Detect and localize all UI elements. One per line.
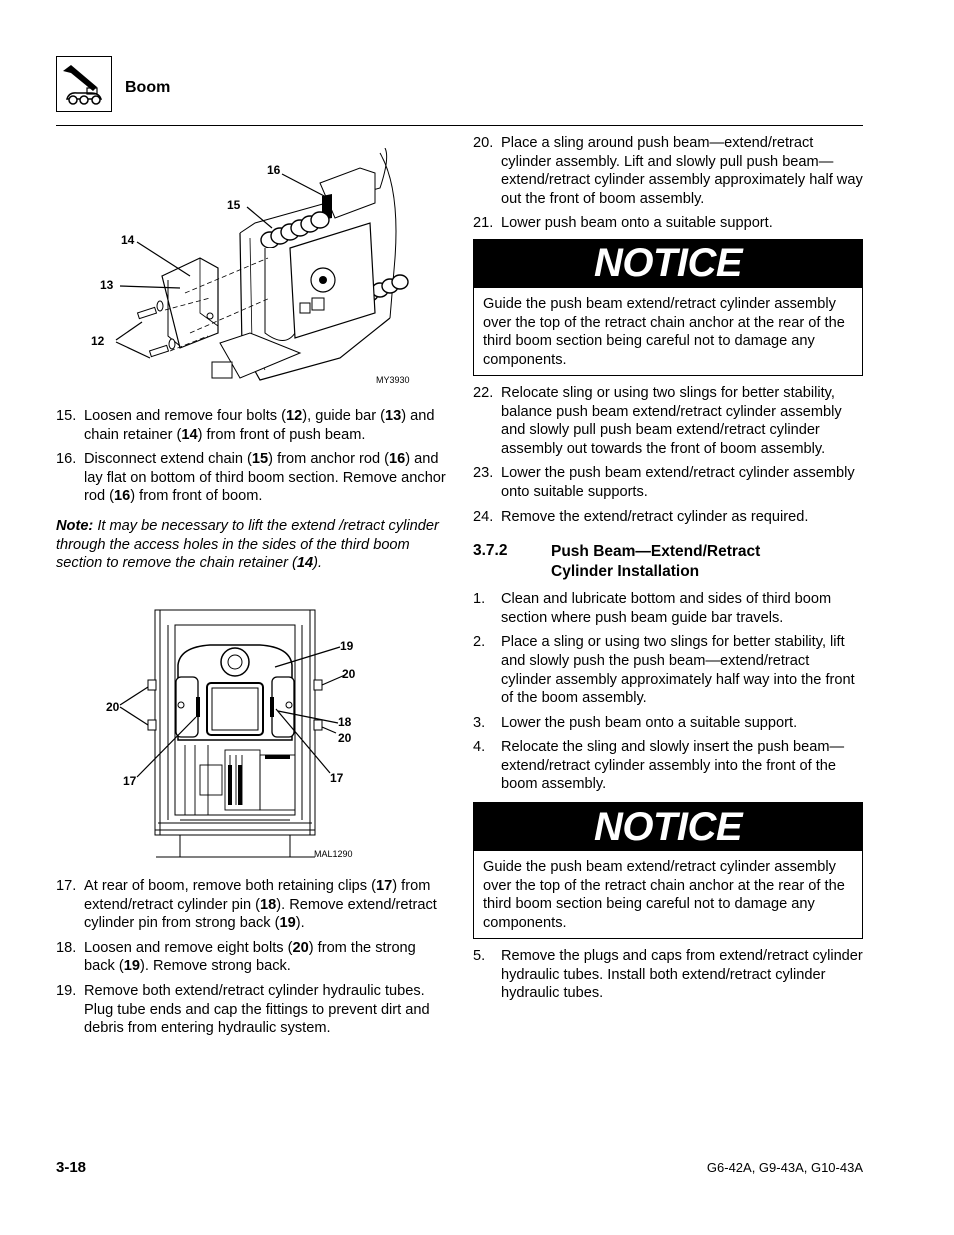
step-text: Remove the plugs and caps from extend/retract cylinder hydraulic tubes. Install both extend/retract cylinder hydraulic tubes. — [501, 948, 863, 1002]
callout-13: 13 — [100, 278, 114, 292]
step-text: Relocate the sling and slowly insert the push beam—extend/retract cylinder assembly into the front of the boom assembly. — [501, 739, 845, 793]
left-steps-group-2 — [56, 877, 446, 1044]
step-number: 5. — [473, 948, 486, 965]
step-text: ). — [295, 915, 305, 932]
step-item — [473, 384, 863, 458]
callout-18: 18 — [338, 715, 352, 729]
left-steps-group-1 — [56, 407, 446, 512]
step-text: Disconnect extend chain ( — [84, 451, 252, 468]
step-item — [473, 714, 863, 733]
step-number: 15. — [56, 408, 77, 424]
step-number: 1. — [473, 591, 486, 608]
notice-heading: NOTICE — [474, 240, 862, 288]
notice-box-2 — [473, 802, 863, 939]
callout-20-left: 20 — [106, 700, 120, 714]
step-item — [473, 633, 863, 707]
section-number: 3.7.2 — [473, 542, 508, 560]
note-text: It may be necessary to lift the extend /retract cylinder through the access holes in the sides of the third boom section to remove the chain retainer ( — [56, 518, 439, 572]
step-text: ) and lay flat on bottom of third boom section. Remove anchor rod ( — [84, 451, 446, 505]
step-item — [473, 134, 863, 208]
figure-code: MAL1290 — [314, 849, 353, 859]
notice-heading: NOTICE — [474, 803, 862, 851]
figure-code: MY3930 — [376, 375, 410, 385]
step-text: ), guide bar ( — [302, 408, 385, 424]
callout-20-right: 20 — [342, 667, 356, 681]
step-number: 4. — [473, 739, 486, 756]
step-text: Loosen and remove eight bolts ( — [84, 939, 293, 956]
section-heading — [473, 542, 863, 586]
callout-17-right: 17 — [330, 771, 344, 785]
model-numbers: G6-42A, G9-43A, G10-43A — [706, 1160, 863, 1175]
step-text: ) and chain retainer ( — [84, 408, 435, 443]
step-number: 18. — [56, 939, 77, 956]
step-number: 24. — [473, 508, 494, 525]
callout-14: 14 — [121, 233, 135, 247]
step-ref-number: 14 — [181, 426, 198, 443]
notice-box-1 — [473, 239, 863, 376]
step-item — [56, 407, 446, 444]
step-ref-number: 18 — [260, 896, 277, 913]
step-text: ) from the strong back ( — [84, 939, 416, 975]
step-number: 21. — [473, 215, 494, 232]
step-ref-number: 19 — [123, 958, 140, 975]
notice-body: Guide the push beam extend/retract cylinder assembly over the top of the retract chain anchor at the rear of the third boom section being careful not to damage any components. — [483, 295, 845, 368]
callout-16: 16 — [267, 163, 281, 177]
header-rule — [56, 125, 863, 126]
step-number: 17. — [56, 878, 77, 894]
step-text: At rear of boom, remove both retaining clips ( — [84, 878, 377, 894]
step-ref-number: 19 — [279, 915, 296, 932]
step-text: Clean and lubricate bottom and sides of third boom section where push beam guide bar travels. — [501, 591, 832, 626]
step-item — [473, 947, 863, 1003]
note-label: Note: — [56, 518, 94, 534]
step-text: Lower push beam onto a suitable support. — [501, 215, 773, 232]
step-item — [56, 939, 446, 976]
note-end: ). — [313, 555, 323, 572]
step-ref-number: 17 — [376, 878, 393, 894]
callout-19: 19 — [340, 639, 354, 653]
step-text: ) from front of push beam. — [197, 426, 366, 443]
step-text: ). Remove extend/retract cylinder pin from strong back ( — [84, 896, 437, 932]
callout-20-lower: 20 — [338, 731, 352, 745]
callout-15: 15 — [227, 198, 241, 212]
step-text: Remove both extend/retract cylinder hydraulic tubes. Plug tube ends and cap the fittings to prevent dirt and debris from entering hydraulic system. — [84, 982, 430, 1037]
page-title: Boom — [125, 79, 171, 96]
step-number: 19. — [56, 982, 77, 999]
figure-chain-retainer-diagram — [90, 148, 430, 393]
step-text: Place a sling around push beam—extend/retract cylinder assembly. Lift and slowly pull push beam—extend/retract cylinder assembly approximately half way out the front of boom assembly. — [501, 135, 863, 207]
step-text: ) from anchor rod ( — [268, 451, 389, 468]
step-number: 16. — [56, 451, 77, 468]
callout-17-left: 17 — [123, 774, 137, 788]
step-number: 22. — [473, 384, 494, 401]
step-text: ) from extend/retract cylinder pin ( — [84, 878, 431, 913]
step-text: Place a sling or using two slings for better stability, lift and slowly push the push beam—extend/retract cylinder assembly approximately half way into the front of the boom assembly. — [501, 634, 855, 707]
callout-12: 12 — [91, 334, 105, 348]
step-text: Loosen and remove four bolts ( — [84, 408, 286, 424]
section-title-line-2: Cylinder Installation — [551, 562, 700, 580]
step-item — [473, 464, 863, 501]
section-title-line-1: Push Beam—Extend/Retract — [551, 543, 761, 561]
step-item — [473, 214, 863, 233]
step-text: Lower the push beam extend/retract cylinder assembly onto suitable supports. — [501, 465, 855, 500]
step-item — [56, 450, 446, 506]
step-text: Remove the extend/retract cylinder as required. — [501, 508, 809, 525]
step-item — [56, 877, 446, 933]
step-ref-number: 12 — [286, 408, 303, 424]
step-item — [56, 982, 446, 1038]
step-item — [473, 738, 863, 794]
page-number: 3-18 — [56, 1159, 87, 1176]
boom-logo-icon — [56, 56, 112, 112]
step-number: 2. — [473, 634, 486, 651]
notice-body: Guide the push beam extend/retract cylinder assembly over the top of the retract chain anchor at the rear of the third boom section being careful not to damage any components. — [483, 859, 845, 931]
step-ref-number: 16 — [114, 488, 131, 505]
step-number: 23. — [473, 465, 494, 482]
step-text: ). Remove strong back. — [139, 958, 291, 975]
step-ref-number: 20 — [292, 939, 309, 956]
note-paragraph — [56, 517, 446, 573]
note-ref: 14 — [296, 555, 314, 572]
step-number: 3. — [473, 714, 486, 731]
step-text: ) from front of boom. — [130, 488, 263, 505]
step-text: Lower the push beam onto a suitable support. — [501, 714, 798, 731]
step-text: Relocate sling or using two slings for better stability, balance push beam extend/retract cylinder assembly and slowly pull push beam extend/retract cylinder assembly out towards the front of boom assembly. — [501, 384, 842, 457]
step-ref-number: 13 — [384, 408, 402, 424]
step-item — [473, 508, 863, 527]
figure-strong-back-diagram — [100, 605, 370, 865]
right-column — [473, 134, 863, 1009]
step-number: 20. — [473, 135, 494, 151]
step-ref-number: 15 — [251, 451, 269, 468]
step-ref-number: 16 — [389, 451, 406, 468]
step-item — [473, 590, 863, 627]
